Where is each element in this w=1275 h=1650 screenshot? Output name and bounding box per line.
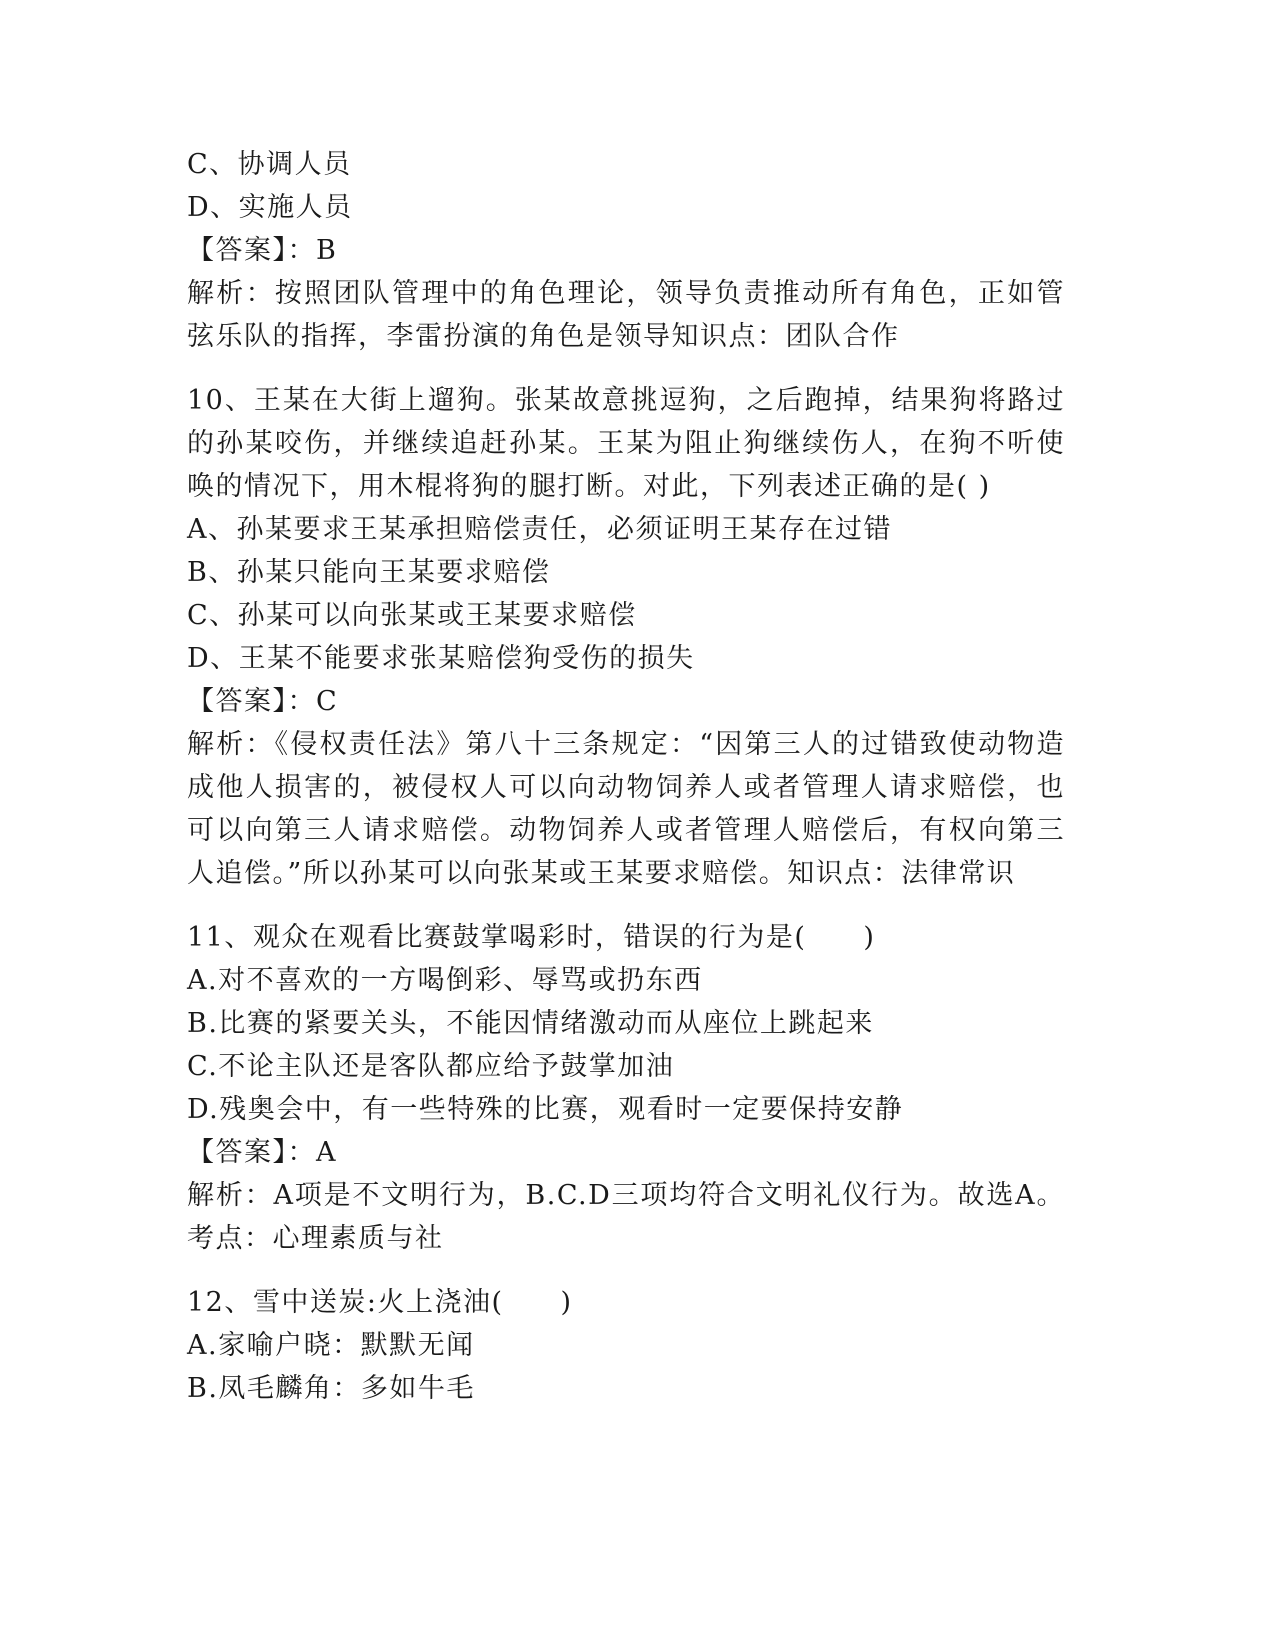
option-d: D、实施人员 — [187, 192, 353, 223]
question-10 — [187, 379, 1065, 895]
spacer — [187, 1260, 1065, 1281]
option-b: B.比赛的紧要关头，不能因情绪激动而从座位上跳起来 — [187, 1008, 874, 1039]
question-text: 12、雪中送炭:火上浇油( ) — [187, 1287, 573, 1318]
question-12 — [187, 1281, 1065, 1410]
option-d: D.残奥会中，有一些特殊的比赛，观看时一定要保持安静 — [187, 1094, 904, 1125]
option-a: A.家喻户晓：默默无闻 — [187, 1330, 475, 1361]
option-a: A.对不喜欢的一方喝倒彩、辱骂或扔东西 — [187, 965, 703, 996]
question-text: 11、观众在观看比赛鼓掌喝彩时，错误的行为是( ) — [187, 922, 876, 953]
option-d: D、王某不能要求张某赔偿狗受伤的损失 — [187, 643, 695, 674]
analysis: 解析：《侵权责任法》第八十三条规定：“因第三人的过错致使动物造成他人损害的，被侵权人可以向动物饲养人或者管理人请求赔偿，也可以向第三人请求赔偿。动物饲养人或者管理人赔偿后，有权向第三人追偿。”所以孙某可以向张某或王某要求赔偿。知识点：法律常识 — [187, 729, 1065, 889]
analysis: 解析：A项是不文明行为，B.C.D三项均符合文明礼仪行为。故选A。考点：心理素质与社 — [187, 1180, 1065, 1254]
answer: 【答案】：C — [187, 686, 339, 717]
spacer — [187, 358, 1065, 379]
answer: 【答案】：B — [187, 235, 338, 266]
analysis: 解析：按照团队管理中的角色理论，领导负责推动所有角色，正如管弦乐队的指挥，李雷扮演的角色是领导知识点：团队合作 — [187, 278, 1065, 352]
option-a: A、孙某要求王某承担赔偿责任，必须证明王某存在过错 — [187, 514, 892, 545]
question-text: 10、王某在大街上遛狗。张某故意挑逗狗，之后跑掉，结果狗将路过的孙某咬伤，并继续追赶孙某。王某为阻止狗继续伤人，在狗不听使唤的情况下，用木棍将狗的腿打断。对此，下列表述正确的是( ) — [187, 385, 1065, 502]
answer: 【答案】：A — [187, 1137, 337, 1168]
question-9-tail — [187, 143, 1065, 358]
document-page — [187, 143, 1065, 1410]
option-c: C、协调人员 — [187, 149, 352, 180]
question-11 — [187, 916, 1065, 1260]
option-b: B.凤毛麟角：多如牛毛 — [187, 1373, 475, 1404]
spacer — [187, 895, 1065, 916]
option-c: C、孙某可以向张某或王某要求赔偿 — [187, 600, 637, 631]
option-c: C.不论主队还是客队都应给予鼓掌加油 — [187, 1051, 675, 1082]
option-b: B、孙某只能向王某要求赔偿 — [187, 557, 551, 588]
